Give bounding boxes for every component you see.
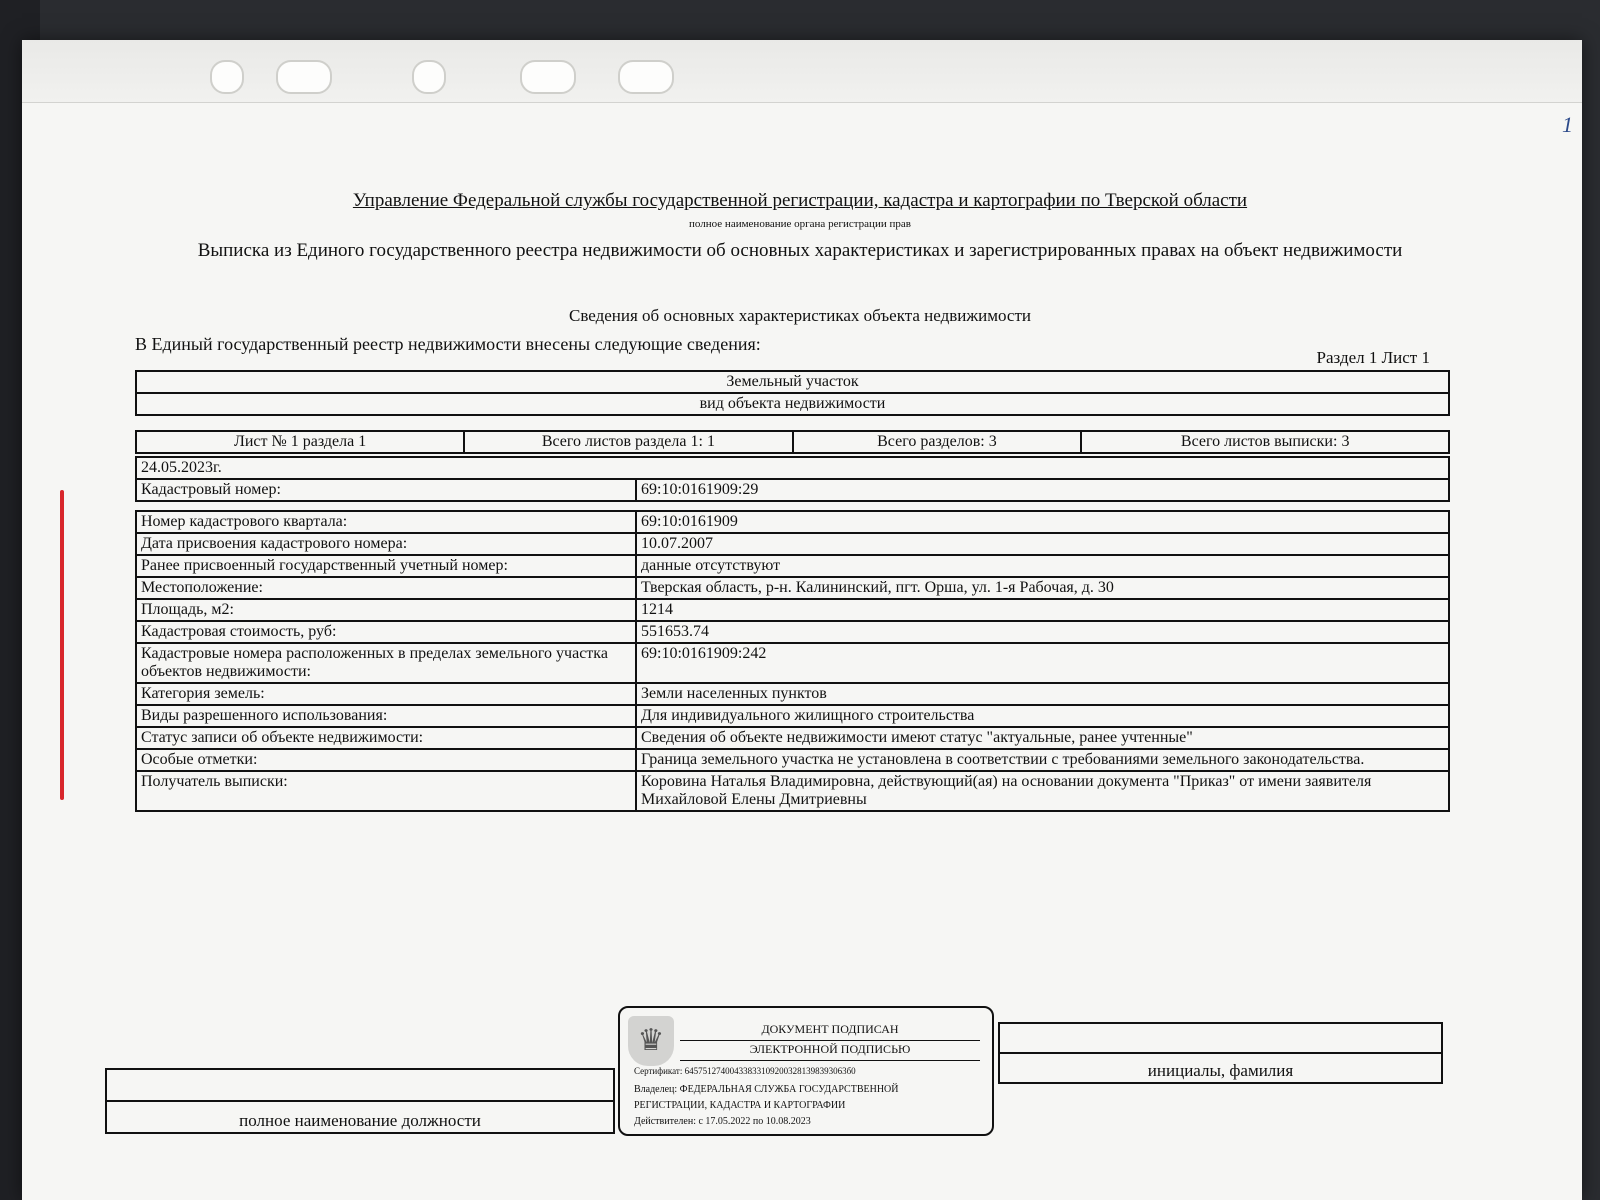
position-blank — [106, 1069, 614, 1101]
table-row — [136, 643, 1449, 683]
table-row — [136, 727, 1449, 749]
row-value: Земли населенных пунктов — [636, 683, 1449, 705]
name-blank — [999, 1023, 1442, 1053]
row-label: Статус записи об объекте недвижимости: — [136, 727, 636, 749]
row-value: 69:10:0161909:242 — [636, 643, 1449, 683]
row-value: 1214 — [636, 599, 1449, 621]
table-row — [136, 683, 1449, 705]
row-value: 10.07.2007 — [636, 533, 1449, 555]
characteristics-table — [135, 510, 1450, 812]
row-value: Сведения об объекте недвижимости имеют статус "актуальные, ранее учтенные" — [636, 727, 1449, 749]
punch-hole — [618, 60, 674, 94]
table-row — [136, 577, 1449, 599]
name-signature-table — [998, 1022, 1443, 1084]
intro-text: В Единый государственный реестр недвижимости внесены следующие сведения: — [135, 334, 761, 354]
date-table — [135, 456, 1450, 502]
stamp-owner-line-2: РЕГИСТРАЦИИ, КАДАСТРА И КАРТОГРАФИИ — [634, 1100, 846, 1111]
stamp-title-1: ДОКУМЕНТ ПОДПИСАН — [761, 1022, 899, 1036]
stamp-validity: Действителен: с 17.05.2022 по 10.08.2023 — [634, 1116, 811, 1127]
coat-of-arms-icon: ♛ — [628, 1016, 674, 1066]
row-label: Кадастровая стоимость, руб: — [136, 621, 636, 643]
position-caption: полное наименование должности — [106, 1101, 614, 1133]
row-label: Площадь, м2: — [136, 599, 636, 621]
table-row — [136, 599, 1449, 621]
stamp-divider — [680, 1060, 980, 1061]
row-value: Для индивидуального жилищного строительства — [636, 705, 1449, 727]
row-value: данные отсутствуют — [636, 555, 1449, 577]
page-number: 1 — [1562, 112, 1573, 137]
row-label: Номер кадастрового квартала: — [136, 511, 636, 533]
sheet-number: Лист № 1 раздела 1 — [136, 431, 464, 453]
row-label: Кадастровые номера расположенных в пределах земельного участка объектов недвижимости: — [136, 643, 636, 683]
section-sheets-total: Всего листов раздела 1: 1 — [464, 431, 792, 453]
stamp-owner-line-1: Владелец: ФЕДЕРАЛЬНАЯ СЛУЖБА ГОСУДАРСТВЕННОЙ — [634, 1084, 899, 1095]
punch-hole — [412, 60, 446, 94]
stamp-divider — [680, 1040, 980, 1041]
authority-text: Управление Федеральной службы государственной регистрации, кадастра и картографии по Тверской области — [352, 190, 1248, 211]
row-label: Виды разрешенного использования: — [136, 705, 636, 727]
table-row — [136, 749, 1449, 771]
table-row — [136, 511, 1449, 533]
row-label: Дата присвоения кадастрового номера: — [136, 533, 636, 555]
punch-hole — [520, 60, 576, 94]
extract-title: Выписка из Единого государственного реестра недвижимости об основных характеристиках и зарегистрированных правах на объект недвижимости — [197, 240, 1403, 261]
stamp-certificate: Сертификат: 645751274004338331092003281398393063б0 — [634, 1066, 856, 1076]
extract-sheets-total: Всего листов выписки: 3 — [1081, 431, 1449, 453]
cadastral-value: 69:10:0161909:29 — [636, 479, 1449, 501]
cadastral-label: Кадастровый номер: — [136, 479, 636, 501]
table-row — [136, 555, 1449, 577]
section-sheet-label: Раздел 1 Лист 1 — [1316, 348, 1430, 367]
object-type: Земельный участок — [136, 371, 1449, 393]
authority-name — [0, 190, 1600, 212]
name-caption: инициалы, фамилия — [999, 1053, 1442, 1083]
row-label: Особые отметки: — [136, 749, 636, 771]
row-value: 69:10:0161909 — [636, 511, 1449, 533]
row-label: Ранее присвоенный государственный учетный номер: — [136, 555, 636, 577]
row-value: Коровина Наталья Владимировна, действующий(ая) на основании документа "Приказ" от имени заявителя Михайловой Елены Дмитриевны — [636, 771, 1449, 811]
punch-hole — [210, 60, 244, 94]
object-type-caption: вид объекта недвижимости — [136, 393, 1449, 415]
authority-caption: полное наименование органа регистрации прав — [689, 218, 911, 230]
row-value: Граница земельного участка не установлена в соответствии с требованиями земельного законодательства. — [636, 749, 1449, 771]
sections-total: Всего разделов: 3 — [793, 431, 1082, 453]
row-label: Местоположение: — [136, 577, 636, 599]
table-row — [136, 621, 1449, 643]
row-label: Получатель выписки: — [136, 771, 636, 811]
row-label: Категория земель: — [136, 683, 636, 705]
stamp-title-2: ЭЛЕКТРОННОЙ ПОДПИСЬЮ — [749, 1042, 911, 1056]
table-row — [136, 533, 1449, 555]
sheets-table — [135, 430, 1450, 454]
row-value: 551653.74 — [636, 621, 1449, 643]
position-signature-table — [105, 1068, 615, 1134]
section-title: Сведения об основных характеристиках объекта недвижимости — [569, 306, 1031, 325]
table-row — [136, 771, 1449, 811]
table-row — [136, 705, 1449, 727]
object-type-table — [135, 370, 1450, 416]
punch-hole — [276, 60, 332, 94]
sleeve-strip — [22, 40, 1582, 103]
row-value: Тверская область, р-н. Калининский, пгт. Орша, ул. 1-я Рабочая, д. 30 — [636, 577, 1449, 599]
extract-date: 24.05.2023г. — [136, 457, 1449, 479]
binding-thread — [60, 490, 64, 800]
electronic-signature-stamp — [618, 1006, 994, 1136]
